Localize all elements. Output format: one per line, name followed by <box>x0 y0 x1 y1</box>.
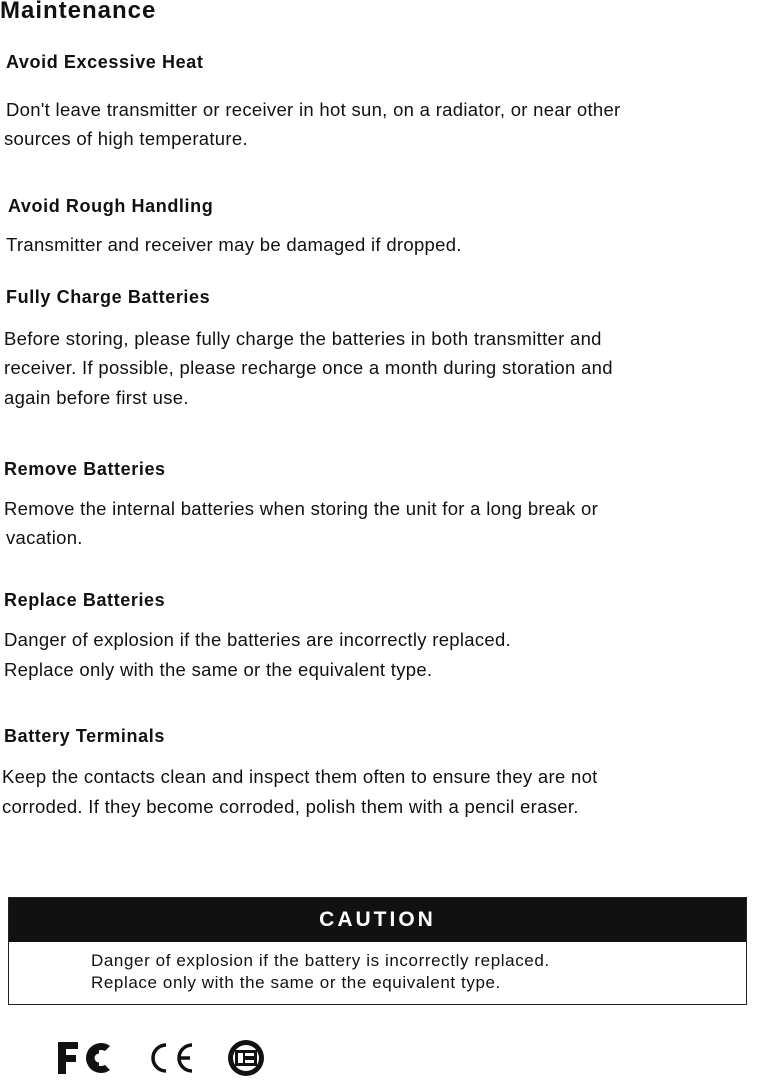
body-line: sources of high temperature. <box>4 128 248 149</box>
fcc-logo-icon <box>56 1040 118 1076</box>
body-line: Transmitter and receiver may be damaged if dropped. <box>6 234 462 255</box>
body-line: Don't leave transmitter or receiver in hot sun, on a radiator, or near other <box>6 99 621 120</box>
heading-remove-batteries: Remove Batteries <box>4 459 166 479</box>
caution-label: CAUTION <box>9 898 746 942</box>
certification-logos <box>56 1038 286 1078</box>
body-line: corroded. If they become corroded, polish them with a pencil eraser. <box>2 796 579 817</box>
heading-replace-batteries: Replace Batteries <box>4 590 166 610</box>
body-line: Remove the internal batteries when storing the unit for a long break or <box>4 498 599 519</box>
e-mark-icon <box>224 1038 268 1078</box>
caution-line: Replace only with the same or the equivalent type. <box>91 973 501 992</box>
caution-line: Danger of explosion if the battery is incorrectly replaced. <box>91 951 550 970</box>
body-line: receiver. If possible, please recharge once a month during storation and <box>4 357 613 378</box>
body-line: again before first use. <box>4 387 189 408</box>
heading-avoid-rough-handling: Avoid Rough Handling <box>8 196 214 216</box>
body-line: Before storing, please fully charge the batteries in both transmitter and <box>4 328 602 349</box>
ce-mark-icon <box>144 1042 196 1074</box>
heading-battery-terminals: Battery Terminals <box>4 726 165 746</box>
body-line: Keep the contacts clean and inspect them often to ensure they are not <box>2 766 598 787</box>
page-title: Maintenance <box>0 0 157 24</box>
heading-fully-charge-batteries: Fully Charge Batteries <box>6 287 211 307</box>
caution-box <box>8 897 747 1005</box>
body-line: Replace only with the same or the equivalent type. <box>4 659 433 680</box>
body-line: vacation. <box>6 527 83 548</box>
heading-avoid-excessive-heat: Avoid Excessive Heat <box>6 52 204 72</box>
body-line: Danger of explosion if the batteries are incorrectly replaced. <box>4 629 512 650</box>
